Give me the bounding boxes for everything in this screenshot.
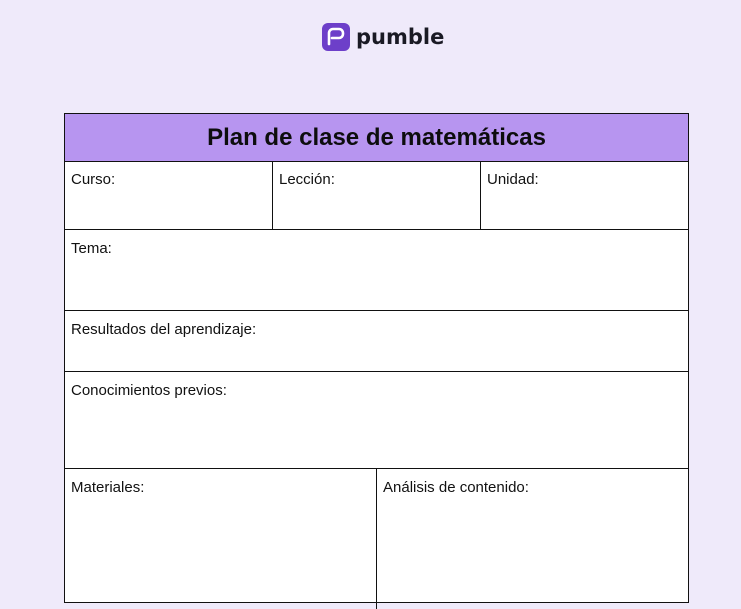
field-conocimientos[interactable]: Conocimientos previos: — [71, 382, 227, 399]
field-curso[interactable]: Curso: — [71, 171, 116, 188]
field-analisis[interactable]: Análisis de contenido: — [376, 469, 688, 609]
brand-name: pumble — [356, 25, 445, 49]
field-unidad[interactable]: Unidad: — [480, 162, 688, 229]
prior-knowledge-row — [65, 372, 688, 469]
lesson-plan-sheet — [64, 113, 689, 603]
field-materiales[interactable]: Materiales: — [71, 479, 145, 496]
outcomes-row — [65, 311, 688, 372]
field-leccion[interactable]: Lección: — [272, 162, 480, 229]
field-tema[interactable]: Tema: — [71, 240, 112, 257]
document-title: Plan de clase de matemáticas — [207, 123, 546, 151]
field-resultados[interactable]: Resultados del aprendizaje: — [71, 321, 257, 338]
pumble-logo — [322, 23, 444, 51]
course-row — [65, 162, 688, 230]
topic-row — [65, 230, 688, 311]
materials-row — [65, 469, 688, 609]
title-bar — [65, 114, 688, 162]
pumble-logo-icon — [322, 23, 350, 51]
